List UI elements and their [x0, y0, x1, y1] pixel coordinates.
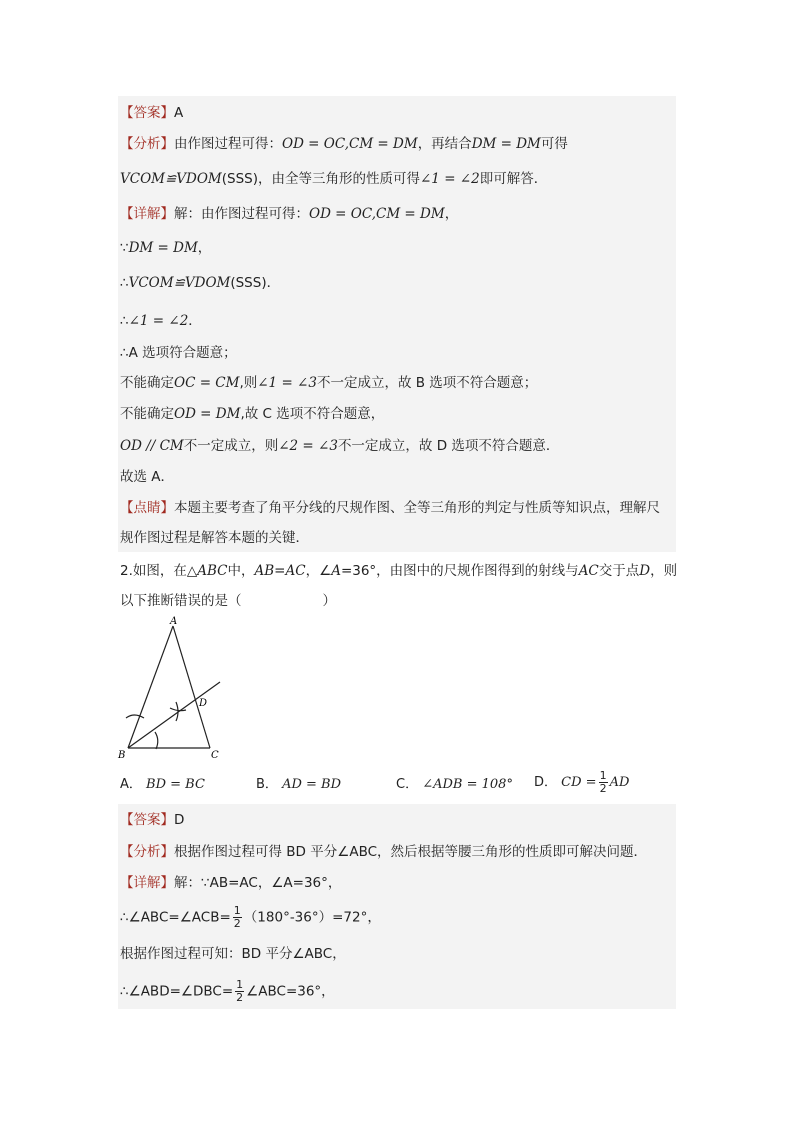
- analysis-line-2: VCOM≌VDOM(SSS)，由全等三角形的性质可得∠1 = ∠2即可解答．: [120, 171, 548, 187]
- arc-cross-2: [176, 702, 178, 721]
- side-ab: [128, 626, 173, 748]
- vertex-b-label: B: [118, 750, 126, 761]
- option-c-conclusion: 不能确定OD = DM,故 C 选项不符合题意，: [120, 406, 385, 422]
- q2-answer-line: 【答案】D: [120, 812, 185, 828]
- fraction-one-half: $\frac{1}{2}$: [599, 769, 607, 795]
- therefore-line-2: ∴∠1 = ∠2．: [120, 313, 202, 329]
- q2-detail-line: 【详解】解：∵AB=AC，∠A=36°，: [120, 875, 342, 891]
- q2-angle-abd-line: ∴∠ABD=∠DBC= $\frac{1}{2}$ ∠ABC=36°，: [120, 978, 335, 1004]
- option-c[interactable]: C． ∠ADB = 108°: [396, 777, 513, 792]
- triangle-figure: [112, 612, 232, 762]
- analysis-line: 【分析】由作图过程可得：OD = OC,CM = DM，再结合DM = DM可得: [120, 136, 568, 152]
- arc-on-ab: [126, 715, 144, 718]
- option-b-conclusion: 不能确定OC = CM,则∠1 = ∠3不一定成立，故 B 选项不符合题意；: [120, 375, 538, 391]
- option-d[interactable]: D． CD = $\frac{1}{2}$ AD: [534, 769, 630, 795]
- detail-line: 【详解】解：由作图过程可得：OD = OC,CM = DM，: [120, 206, 459, 222]
- because-line: ∵DM = DM，: [120, 240, 212, 256]
- answer-line: 【答案】A: [120, 105, 184, 121]
- key-point-line: 【点睛】本题主要考查了角平分线的尺规作图、全等三角形的判定与性质等知识点，理解尺: [120, 500, 660, 516]
- fraction-one-half: $\frac{1}{2}$: [233, 904, 241, 930]
- vertex-c-label: C: [211, 750, 219, 761]
- option-b[interactable]: B． AD = BD: [256, 777, 342, 792]
- question-2-stem-2: 以下推断错误的是（ ）: [120, 593, 336, 609]
- option-d-conclusion: OD // CM不一定成立，则∠2 = ∠3不一定成立，故 D 选项不符合题意．: [120, 438, 560, 454]
- side-ac: [173, 626, 210, 748]
- key-point-line-2: 规作图过程是解答本题的关键．: [120, 530, 309, 546]
- option-a[interactable]: A． BD = BC: [120, 777, 205, 792]
- question-2-stem: 2.如图，在△ABC中，AB=AC，∠A=36°，由图中的尺规作图得到的射线与AC交于点D，则: [120, 563, 678, 579]
- q2-analysis-line: 【分析】根据作图过程可得 BD 平分∠ABC，然后根据等腰三角形的性质即可解决问题．: [120, 844, 648, 860]
- q2-bisector-line: 根据作图过程可知：BD 平分∠ABC，: [120, 946, 346, 962]
- choose-line: 故选 A．: [120, 469, 175, 485]
- bisector-ray: [128, 682, 220, 748]
- therefore-line-1: ∴VCOM≌VDOM(SSS)．: [120, 275, 281, 291]
- option-a-conclusion: ∴A 选项符合题意；: [120, 345, 237, 361]
- point-d-label: D: [199, 698, 208, 709]
- vertex-a-label: A: [170, 616, 178, 627]
- q2-angle-abc-line: ∴∠ABC=∠ACB= $\frac{1}{2}$ （180°-36°）=72°，: [120, 904, 381, 930]
- fraction-one-half: $\frac{1}{2}$: [236, 978, 244, 1004]
- arc-base: [155, 732, 158, 749]
